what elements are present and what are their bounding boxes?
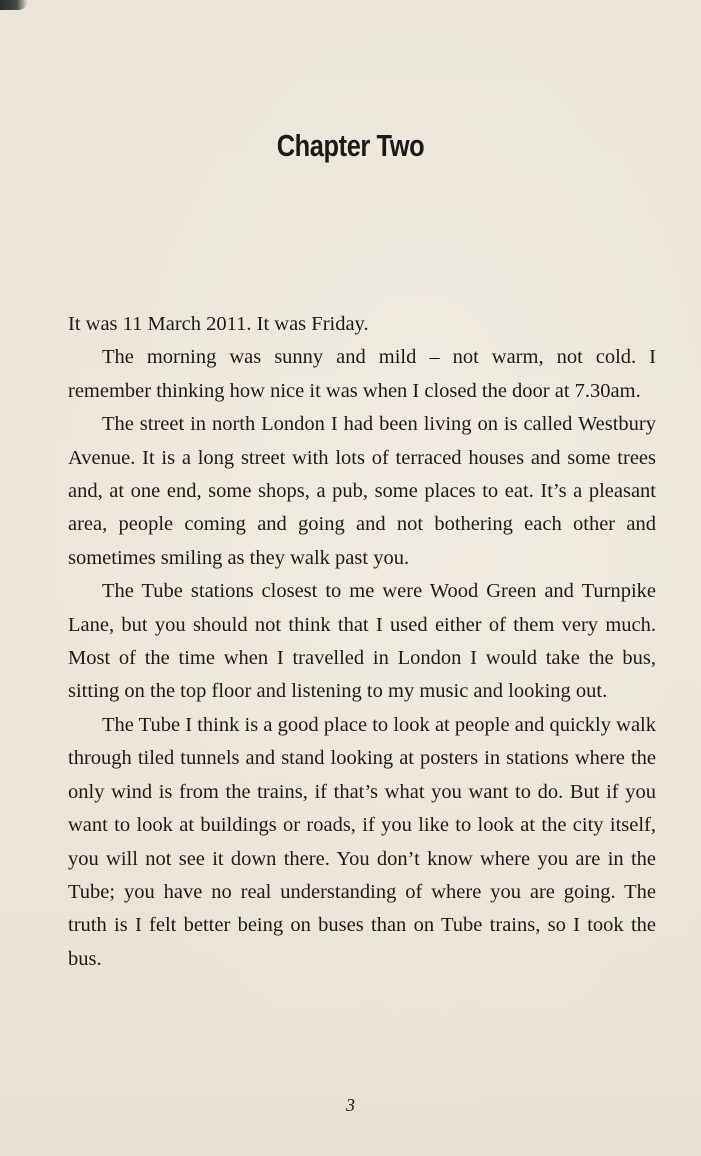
paragraph-1: It was 11 March 2011. It was Friday.	[68, 313, 369, 335]
paragraph-3: The street in north London I had been living on is called Westbury Avenue. It is a long street with lots of terraced houses and some trees and, at one end, some shops, a pub, some places to eat. It’s a pleasant area, people coming and going and not bothering each other and sometimes smiling as they walk past you.	[68, 413, 656, 569]
paragraph-4: The Tube stations closest to me were Wood Green and Turnpike Lane, but you should not think that I used either of them very much. Most of the time when I travelled in London I would take the bus, sitting on the top floor and listening to my music and looking out.	[68, 580, 656, 703]
chapter-body	[68, 308, 656, 976]
paragraph-2: The morning was sunny and mild – not warm, not cold. I remember thinking how nice it was when I closed the door at 7.30am.	[68, 346, 656, 402]
page-corner-shadow	[0, 0, 28, 10]
paragraph-5: The Tube I think is a good place to look at people and quickly walk through tiled tunnels and stand looking at posters in stations where the only wind is from the trains, if that’s what you want to do. But if you want to look at buildings or roads, if you like to look at the city itself, you will not see it down there. You don’t know where you are in the Tube; you have no real understanding of where you are going. The truth is I felt better being on buses than on Tube trains, so I took the bus.	[68, 713, 656, 970]
page-number: 3	[346, 1095, 355, 1115]
chapter-title: Chapter Two	[276, 128, 425, 163]
